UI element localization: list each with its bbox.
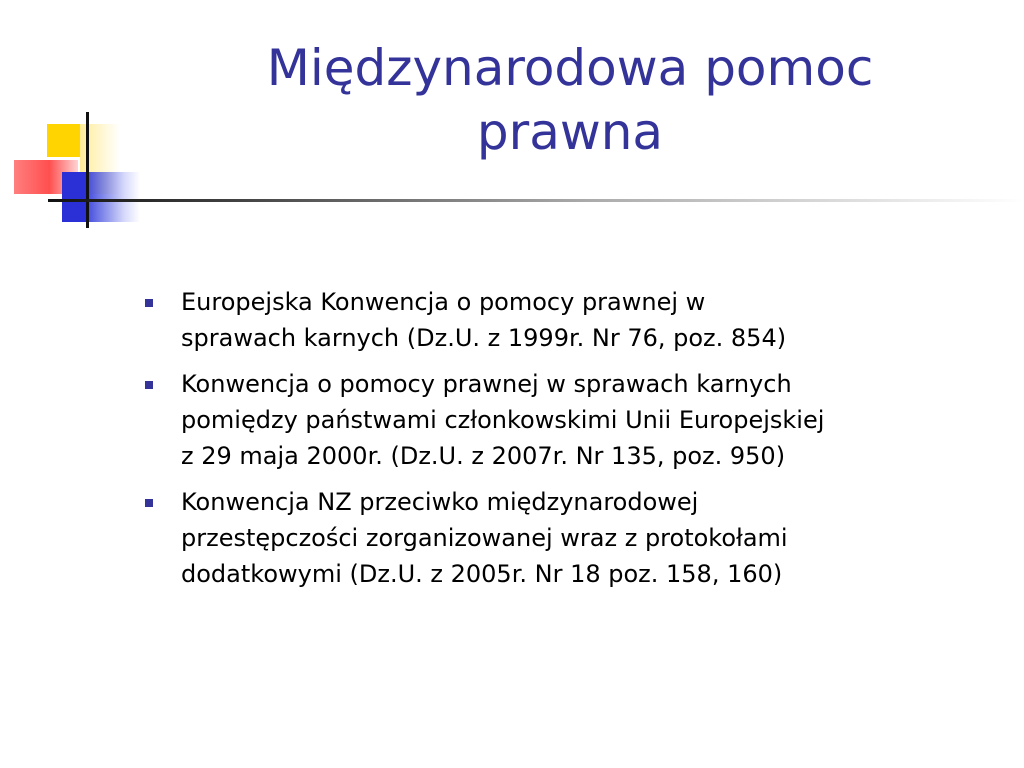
bullet-1-line-1: Europejska Konwencja o pomocy prawnej w [181, 288, 706, 316]
bullet-item-1 [145, 284, 1005, 356]
horizontal-rule [48, 199, 1024, 202]
bullet-list [145, 284, 1005, 602]
bullet-2-line-1: Konwencja o pomocy prawnej w sprawach karnych [181, 370, 792, 398]
slide-title [180, 36, 960, 164]
bullet-3-line-3: dodatkowymi (Dz.U. z 2005r. Nr 18 poz. 158, 160) [181, 560, 783, 588]
blue-square-fade [88, 172, 140, 222]
bullet-3-line-2: przestępczości zorganizowanej wraz z protokołami [181, 524, 788, 552]
bullet-1-line-2: sprawach karnych (Dz.U. z 1999r. Nr 76, poz. 854) [181, 324, 787, 352]
title-line-2: prawna [476, 103, 664, 161]
bullet-item-3 [145, 484, 1005, 592]
vertical-rule [86, 112, 89, 228]
bullet-item-2 [145, 366, 1005, 474]
blue-square [62, 172, 88, 222]
square-bullet-icon [145, 499, 153, 507]
title-line-1: Międzynarodowa pomoc [266, 39, 874, 97]
square-bullet-icon [145, 381, 153, 389]
bullet-3-line-1: Konwencja NZ przeciwko międzynarodowej [181, 488, 699, 516]
bullet-2-line-2: pomiędzy państwami członkowskimi Unii Europejskiej [181, 406, 825, 434]
square-bullet-icon [145, 299, 153, 307]
bullet-2-line-3: z 29 maja 2000r. (Dz.U. z 2007r. Nr 135, poz. 950) [181, 442, 786, 470]
corner-decoration [0, 0, 140, 240]
yellow-square [47, 124, 80, 157]
